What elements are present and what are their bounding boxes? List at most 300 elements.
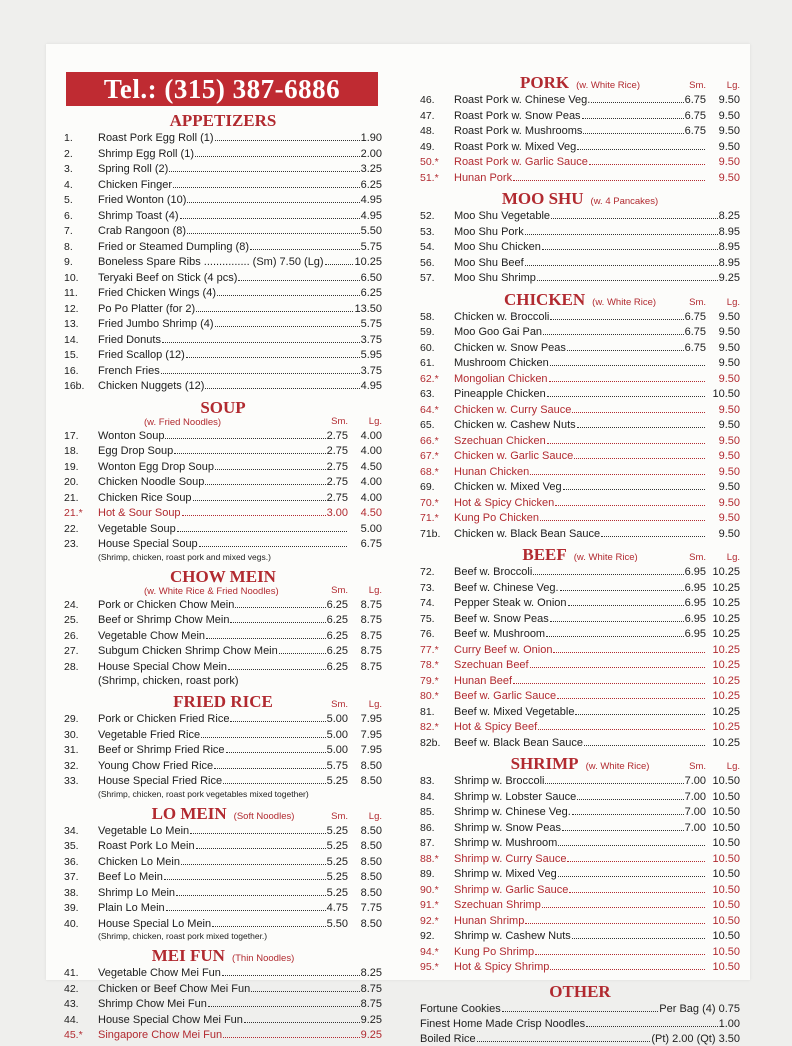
item-number: 54. bbox=[420, 241, 435, 253]
menu-item bbox=[420, 433, 740, 449]
menu-item bbox=[420, 139, 740, 155]
item-number: 71b. bbox=[420, 527, 441, 540]
item-price-large: 10.50 bbox=[712, 961, 740, 973]
dot-leader bbox=[575, 704, 705, 715]
item-price-large: 8.50 bbox=[360, 855, 382, 868]
item-number: 57. bbox=[420, 272, 435, 284]
menu-item bbox=[420, 239, 740, 255]
menu-item bbox=[64, 521, 382, 537]
menu-item bbox=[64, 1027, 382, 1043]
item-number: 77.* bbox=[420, 643, 439, 656]
dot-leader bbox=[199, 536, 347, 547]
phone-banner: Tel.: (315) 387-6886 bbox=[66, 72, 378, 106]
menu-item bbox=[64, 628, 382, 644]
menu-item bbox=[64, 1012, 382, 1028]
menu-item bbox=[64, 474, 382, 490]
item-price-large: 10.50 bbox=[712, 790, 740, 803]
item-price-large: 4.00 bbox=[360, 429, 382, 442]
item-price-large: 8.75 bbox=[360, 660, 382, 673]
item-number: 22. bbox=[64, 522, 79, 535]
item-name: Curry Beef w. Onion bbox=[454, 643, 553, 656]
dot-leader bbox=[215, 459, 326, 470]
item-number: 38. bbox=[64, 886, 79, 899]
chicken-note: (w. White Rice) bbox=[592, 296, 657, 308]
dot-leader bbox=[173, 177, 360, 188]
item-name: Hunan Shrimp bbox=[454, 914, 525, 927]
appetizers-header bbox=[64, 112, 382, 130]
mei-fun-title: MEI FUN bbox=[151, 946, 225, 965]
pork-size-header bbox=[672, 80, 740, 91]
dot-leader bbox=[187, 223, 360, 234]
dot-leader bbox=[591, 92, 683, 103]
item-name: Chicken Noodle Soup bbox=[98, 476, 205, 488]
item-number: 75. bbox=[420, 612, 435, 625]
item-name: Finest Home Made Crisp Noodles bbox=[420, 1017, 586, 1030]
item-price-large: 9.50 bbox=[718, 465, 740, 478]
item-name: Beef w. Black Bean Sauce bbox=[454, 736, 584, 749]
item-number: 9. bbox=[64, 256, 73, 268]
menu-item bbox=[420, 866, 740, 882]
menu-item bbox=[420, 92, 740, 108]
lo-mein-footnote: (Shrimp, chicken, roast pork mixed together.) bbox=[98, 931, 268, 941]
menu-item bbox=[420, 851, 740, 867]
item-price-small: 6.95 bbox=[684, 566, 706, 578]
dot-leader bbox=[589, 154, 705, 165]
item-price-small: 5.25 bbox=[326, 855, 348, 868]
item-price-large: 9.50 bbox=[718, 310, 740, 323]
item-price-small: 7.00 bbox=[684, 775, 706, 787]
item-price-small: 6.75 bbox=[684, 109, 706, 122]
sm-label: Sm. bbox=[689, 80, 706, 91]
item-number: 73. bbox=[420, 581, 435, 594]
item-number: 50.* bbox=[420, 156, 439, 168]
item-name: Chicken or Beef Chow Mei Fun bbox=[98, 982, 251, 995]
item-number: 71.* bbox=[420, 512, 439, 524]
item-price: 8.95 bbox=[718, 256, 740, 269]
menu-item bbox=[420, 154, 740, 170]
item-price: 5.95 bbox=[360, 349, 382, 361]
item-price-large: 9.50 bbox=[718, 527, 740, 540]
item-name: Shrimp Chow Mei Fun bbox=[98, 998, 207, 1010]
shrimp-note: (w. White Rice) bbox=[585, 761, 650, 772]
item-name: Roast Pork w. Mixed Veg bbox=[454, 140, 577, 153]
item-price-large: 10.50 bbox=[712, 914, 740, 927]
fried-rice-footnote: (Shrimp, chicken, roast pork vegetables mixed together) bbox=[98, 788, 309, 799]
item-number: 11. bbox=[64, 287, 78, 299]
item-price-small: 5.00 bbox=[326, 744, 348, 756]
item-price-large: 8.50 bbox=[360, 917, 382, 930]
item-price-large: 9.50 bbox=[718, 403, 740, 416]
pork-note: (w. White Rice) bbox=[576, 80, 640, 91]
item-price-small: 6.25 bbox=[326, 598, 348, 611]
dot-leader bbox=[513, 170, 705, 181]
item-number: 69. bbox=[420, 481, 435, 493]
menu-item bbox=[420, 170, 740, 186]
item-price-large: 9.50 bbox=[718, 125, 740, 137]
item-name: Shrimp w. Snow Peas bbox=[454, 821, 561, 834]
menu-item bbox=[64, 612, 382, 628]
lo-mein-list bbox=[64, 823, 382, 932]
dot-leader bbox=[525, 224, 718, 235]
item-number: 68.* bbox=[420, 465, 439, 478]
appetizers-title: APPETIZERS bbox=[169, 111, 277, 130]
item-number: 23. bbox=[64, 538, 79, 550]
item-number: 70.* bbox=[420, 496, 439, 509]
dot-leader bbox=[540, 510, 705, 521]
item-name: Moo Shu Pork bbox=[454, 225, 524, 238]
item-number: 30. bbox=[64, 728, 79, 741]
chow-mein-title: CHOW MEIN bbox=[170, 566, 276, 586]
menu-item bbox=[420, 789, 740, 805]
menu-item bbox=[64, 161, 382, 177]
item-price-large: 8.50 bbox=[360, 775, 382, 787]
item-price-large: 4.50 bbox=[360, 507, 382, 519]
menu-item bbox=[420, 913, 740, 929]
item-number: 5. bbox=[64, 194, 73, 206]
item-name: Shrimp w. Garlic Sauce bbox=[454, 883, 569, 896]
dot-leader bbox=[244, 1012, 360, 1023]
menu-item bbox=[64, 177, 382, 193]
menu-item bbox=[420, 208, 740, 224]
item-name: Singapore Chow Mei Fun bbox=[98, 1029, 223, 1041]
sm-label: Sm. bbox=[331, 810, 348, 822]
item-number: 94.* bbox=[420, 945, 439, 958]
sm-label: Sm. bbox=[689, 761, 706, 772]
chow-mein-footnote: (Shrimp, chicken, roast pork) bbox=[98, 675, 239, 687]
dot-leader bbox=[601, 526, 705, 537]
menu-item bbox=[420, 270, 740, 286]
menu-item bbox=[64, 900, 382, 916]
item-price-large: 7.75 bbox=[360, 902, 382, 914]
beef-list bbox=[420, 564, 740, 750]
item-number: 16. bbox=[64, 364, 79, 377]
dot-leader bbox=[569, 882, 705, 893]
item-number: 19. bbox=[64, 460, 79, 473]
moo-shu-list bbox=[420, 208, 740, 286]
item-name: Hunan Chicken bbox=[454, 465, 530, 478]
chicken-header bbox=[420, 291, 740, 309]
chow-mein-note: (w. White Rice & Fried Noodles) bbox=[144, 585, 279, 597]
dot-leader bbox=[206, 628, 326, 639]
menu-item bbox=[420, 928, 740, 944]
item-price-large: 4.00 bbox=[360, 445, 382, 457]
item-price-large: 9.50 bbox=[718, 156, 740, 168]
item-price-large: 10.25 bbox=[712, 705, 740, 718]
lo-mein-title: LO MEIN bbox=[151, 803, 227, 823]
dot-leader bbox=[586, 1016, 718, 1027]
menu-item bbox=[420, 735, 740, 751]
item-price-small: 6.75 bbox=[684, 310, 706, 323]
item-price: 13.50 bbox=[354, 302, 382, 315]
item-number: 74. bbox=[420, 597, 435, 609]
item-price: 8.95 bbox=[718, 225, 740, 238]
item-number: 79.* bbox=[420, 674, 439, 687]
item-name: Beef or Shrimp Fried Rice bbox=[98, 744, 225, 756]
dot-leader bbox=[547, 433, 705, 444]
chicken-size-header bbox=[672, 297, 740, 308]
menu-item bbox=[420, 835, 740, 851]
item-number: 3. bbox=[64, 163, 73, 175]
item-price-large: 10.25 bbox=[712, 612, 740, 625]
item-name: Fried or Steamed Dumpling (8) bbox=[98, 240, 250, 253]
sm-label: Sm. bbox=[331, 584, 348, 596]
item-name: Crab Rangoon (8) bbox=[98, 225, 187, 237]
item-price-large: 7.95 bbox=[360, 728, 382, 741]
item-number: 37. bbox=[64, 871, 79, 883]
beef-header bbox=[420, 546, 740, 564]
menu-item bbox=[64, 505, 382, 521]
dot-leader bbox=[582, 108, 684, 119]
menu-item bbox=[420, 479, 740, 495]
menu-item bbox=[64, 378, 382, 394]
item-price-large: 9.50 bbox=[718, 94, 740, 106]
item-name: Shrimp w. Broccoli bbox=[454, 775, 545, 787]
item-price-small: 2.75 bbox=[326, 491, 348, 504]
dot-leader bbox=[583, 123, 683, 134]
menu-item bbox=[64, 270, 382, 286]
item-price: 4.95 bbox=[360, 380, 382, 392]
menu-item bbox=[64, 711, 382, 727]
item-price-large: 10.25 bbox=[712, 721, 740, 733]
item-number: 25. bbox=[64, 614, 79, 626]
item-price-large: 10.50 bbox=[712, 388, 740, 400]
other-header bbox=[420, 983, 740, 1001]
menu-item bbox=[420, 611, 740, 627]
menu-item bbox=[420, 224, 740, 240]
item-price-large: 10.25 bbox=[712, 628, 740, 640]
dot-leader bbox=[502, 1001, 659, 1012]
item-price-large: 10.25 bbox=[712, 659, 740, 671]
dot-leader bbox=[223, 773, 325, 784]
sm-label: Sm. bbox=[689, 296, 706, 308]
item-number: 67.* bbox=[420, 450, 439, 462]
soup-footnote: (Shrimp, chicken, roast pork and mixed vegs.) bbox=[98, 551, 271, 562]
item-name: Beef w. Snow Peas bbox=[454, 612, 549, 625]
item-name: House Special Lo Mein bbox=[98, 917, 212, 930]
item-number: 41. bbox=[64, 967, 79, 979]
item-price-small: 3.00 bbox=[326, 507, 348, 519]
item-name: Hot & Sour Soup bbox=[98, 507, 181, 519]
item-price-small: 7.00 bbox=[684, 806, 706, 818]
item-name: Shrimp w. Cashew Nuts bbox=[454, 930, 571, 942]
item-number: 95.* bbox=[420, 961, 439, 973]
menu-item bbox=[420, 719, 740, 735]
menu-item bbox=[64, 254, 382, 270]
right-column bbox=[420, 72, 740, 1046]
item-number: 26. bbox=[64, 629, 79, 642]
other-list bbox=[420, 1001, 740, 1046]
item-number: 62.* bbox=[420, 372, 439, 385]
item-name: House Special Soup bbox=[98, 538, 198, 550]
menu-item bbox=[420, 688, 740, 704]
dot-leader bbox=[535, 944, 705, 955]
item-name: Roast Pork w. Snow Peas bbox=[454, 109, 581, 122]
item-name: Chicken w. Mixed Veg bbox=[454, 481, 562, 493]
dot-leader bbox=[572, 928, 705, 939]
item-price-large: 10.50 bbox=[712, 852, 740, 865]
menu-item bbox=[64, 758, 382, 774]
menu-item bbox=[64, 869, 382, 885]
dot-leader bbox=[176, 885, 326, 896]
beef-note: (w. White Rice) bbox=[573, 552, 638, 563]
menu-item bbox=[420, 1001, 740, 1016]
item-price-small: 2.75 bbox=[326, 460, 348, 473]
item-price-large: 8.50 bbox=[360, 759, 382, 772]
item-number: 83. bbox=[420, 775, 435, 787]
item-name: Spring Roll (2) bbox=[98, 163, 169, 175]
soup-note: (w. Fried Noodles) bbox=[144, 416, 222, 428]
dot-leader bbox=[550, 959, 705, 970]
dot-leader bbox=[530, 657, 705, 668]
appetizers-list bbox=[64, 130, 382, 394]
menu-item bbox=[64, 332, 382, 348]
item-name: Hunan Beef bbox=[454, 674, 513, 687]
mei-fun-note: (Thin Noodles) bbox=[231, 953, 295, 964]
item-number: 16b. bbox=[64, 380, 85, 392]
menu-item bbox=[64, 773, 382, 789]
item-name: Vegetable Lo Mein bbox=[98, 824, 190, 837]
item-number: 88.* bbox=[420, 852, 439, 865]
menu-item bbox=[64, 223, 382, 239]
item-name: Roast Pork w. Garlic Sauce bbox=[454, 156, 588, 168]
item-number: 40. bbox=[64, 917, 79, 930]
fried-rice-header bbox=[64, 693, 382, 711]
item-name: Moo Shu Shrimp bbox=[454, 272, 536, 284]
item-number: 29. bbox=[64, 713, 79, 725]
item-number: 85. bbox=[420, 806, 435, 818]
item-price-large: 9.50 bbox=[718, 109, 740, 122]
item-name: Teryaki Beef on Stick (4 pcs) bbox=[98, 271, 238, 284]
chow-mein-subheader bbox=[64, 586, 382, 597]
item-name: Shrimp Egg Roll (1) bbox=[98, 147, 194, 160]
menu-item bbox=[64, 208, 382, 224]
menu-item bbox=[420, 673, 740, 689]
chow-mein-size-header bbox=[314, 585, 382, 596]
item-price-small: 6.95 bbox=[684, 597, 706, 609]
item-number: 81. bbox=[420, 705, 435, 718]
item-price-large: 9.50 bbox=[718, 357, 740, 369]
item-number: 45.* bbox=[64, 1029, 83, 1041]
item-number: 64.* bbox=[420, 403, 439, 416]
item-name: Pork or Chicken Fried Rice bbox=[98, 713, 230, 725]
item-number: 87. bbox=[420, 837, 435, 849]
item-name: Chicken w. Curry Sauce bbox=[454, 403, 572, 416]
item-name: Moo Shu Chicken bbox=[454, 241, 541, 253]
dot-leader bbox=[543, 324, 684, 335]
lo-mein-size-header bbox=[314, 811, 382, 822]
dot-leader bbox=[181, 854, 326, 865]
item-name: Beef Lo Mein bbox=[98, 871, 163, 883]
lg-label: Lg. bbox=[726, 80, 740, 91]
menu-item bbox=[64, 838, 382, 854]
item-number: 53. bbox=[420, 225, 435, 238]
dot-leader bbox=[174, 443, 325, 454]
dot-leader bbox=[553, 642, 705, 653]
dot-leader bbox=[180, 208, 360, 219]
menu-item bbox=[420, 704, 740, 720]
dot-leader bbox=[551, 208, 718, 219]
menu-item bbox=[420, 123, 740, 139]
item-price: 8.25 bbox=[718, 210, 740, 222]
menu-item bbox=[64, 239, 382, 255]
item-name: Chicken w. Cashew Nuts bbox=[454, 419, 576, 431]
item-price-small: 6.25 bbox=[326, 629, 348, 642]
menu-item bbox=[64, 742, 382, 758]
dot-leader bbox=[560, 580, 684, 591]
dot-leader bbox=[584, 735, 705, 746]
item-name: Beef w. Mixed Vegetable bbox=[454, 705, 575, 718]
menu-item bbox=[420, 255, 740, 271]
item-name: Chicken Finger bbox=[98, 178, 172, 191]
item-name: Wonton Soup bbox=[98, 429, 165, 442]
item-price: 4.95 bbox=[360, 209, 382, 222]
menu-item bbox=[420, 402, 740, 418]
item-price: 8.75 bbox=[360, 982, 382, 995]
item-number: 61. bbox=[420, 357, 435, 369]
dot-leader bbox=[162, 332, 360, 343]
item-name: Shrimp Lo Mein bbox=[98, 886, 176, 899]
item-price-small: 6.75 bbox=[684, 326, 706, 338]
item-price-large: 10.50 bbox=[712, 930, 740, 942]
menu-item bbox=[420, 944, 740, 960]
item-price: 6.50 bbox=[360, 271, 382, 284]
dot-leader bbox=[555, 495, 705, 506]
item-number: 39. bbox=[64, 902, 79, 914]
menu-item bbox=[420, 882, 740, 898]
dot-leader bbox=[577, 789, 683, 800]
item-price-large: 8.75 bbox=[360, 598, 382, 611]
item-price: 8.95 bbox=[718, 241, 740, 253]
item-name: French Fries bbox=[98, 364, 160, 377]
item-price-large: 9.50 bbox=[718, 326, 740, 338]
dot-leader bbox=[193, 490, 326, 501]
item-price: 3.75 bbox=[360, 364, 382, 377]
menu-item bbox=[420, 580, 740, 596]
dot-leader bbox=[530, 464, 705, 475]
item-name: Wonton Egg Drop Soup bbox=[98, 460, 214, 473]
item-name: Chicken w. Garlic Sauce bbox=[454, 450, 574, 462]
item-price-large: 10.50 bbox=[712, 868, 740, 880]
dot-leader bbox=[562, 820, 684, 831]
menu-item bbox=[420, 897, 740, 913]
item-number: 6. bbox=[64, 209, 73, 222]
item-number: 59. bbox=[420, 326, 435, 338]
fried-rice-size-header bbox=[314, 699, 382, 710]
item-name: Kung Po Shrimp bbox=[454, 945, 535, 958]
menu-item bbox=[64, 428, 382, 444]
menu-item bbox=[64, 301, 382, 317]
item-name: Fortune Cookies bbox=[420, 1002, 501, 1015]
item-price-large: 8.50 bbox=[360, 840, 382, 852]
dot-leader bbox=[228, 659, 326, 670]
dot-leader bbox=[250, 239, 360, 250]
dot-leader bbox=[574, 448, 705, 459]
item-price: 8.25 bbox=[360, 967, 382, 979]
item-number: 44. bbox=[64, 1013, 79, 1026]
dot-leader bbox=[182, 505, 326, 516]
item-number: 42. bbox=[64, 982, 79, 995]
lg-label: Lg. bbox=[726, 761, 740, 772]
dot-leader bbox=[215, 130, 360, 141]
lo-mein-note: (Soft Noodles) bbox=[233, 810, 295, 822]
menu-item bbox=[420, 1016, 740, 1031]
item-number: 76. bbox=[420, 628, 435, 640]
menu-item bbox=[64, 727, 382, 743]
item-number: 84. bbox=[420, 790, 435, 803]
menu-item bbox=[420, 804, 740, 820]
dot-leader bbox=[196, 301, 353, 312]
item-price-small: 5.25 bbox=[326, 886, 348, 899]
